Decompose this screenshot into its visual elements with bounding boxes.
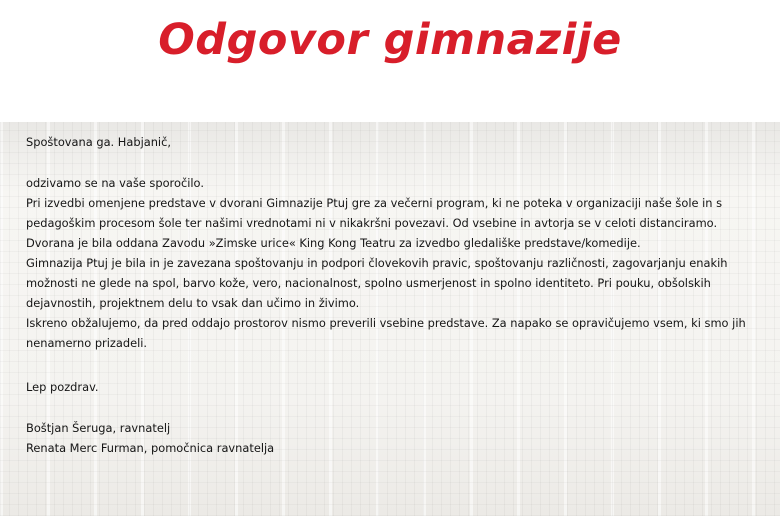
- signature-principal: Boštjan Šeruga, ravnatelj: [26, 421, 171, 435]
- signature-assistant-principal: Renata Merc Furman, pomočnica ravnatelja: [26, 441, 275, 455]
- letter-line: nenamerno prizadeli.: [26, 336, 148, 350]
- letter-line: možnosti ne glede na spol, barvo kože, vero, nacionalnost, spolno usmerjenost in spolno identiteto. Pri pouku, obšolskih: [26, 276, 711, 290]
- letter-line: pedagoškim procesom šole ter našimi vrednotami ni v nikakršni povezavi. Od vsebine in avtorja se v celoti distanciramo.: [26, 216, 718, 230]
- headline-title: Odgovor gimnazije: [158, 15, 622, 65]
- letter-line: Gimnazija Ptuj je bila in je zavezana spoštovanju in podpori človekovih pravic, spoštovanju različnosti, zagovarjanju enakih: [26, 256, 728, 270]
- letter-closing: Lep pozdrav.: [26, 380, 99, 394]
- letter-line: dejavnostih, projektnem delu to vsak dan učimo in živimo.: [26, 296, 360, 310]
- letter-line: Dvorana je bila oddana Zavodu »Zimske urice« King Kong Teatru za izvedbo gledališke predstave/komedije.: [26, 236, 641, 250]
- letter-line: Pri izvedbi omenjene predstave v dvorani Gimnazije Ptuj gre za večerni program, ki ne poteka v organizaciji naše šole in s: [26, 196, 723, 210]
- letter-salutation: Spoštovana ga. Habjanič,: [26, 135, 171, 149]
- letter-line: Iskreno obžalujemo, da pred oddajo prostorov nismo preverili vsebine predstave. Za napako se opravičujemo vsem, ki smo jih: [26, 316, 746, 330]
- letter-body: [26, 132, 776, 458]
- letter-line: odzivamo se na vaše sporočilo.: [26, 176, 204, 190]
- letter-paper: [0, 122, 780, 516]
